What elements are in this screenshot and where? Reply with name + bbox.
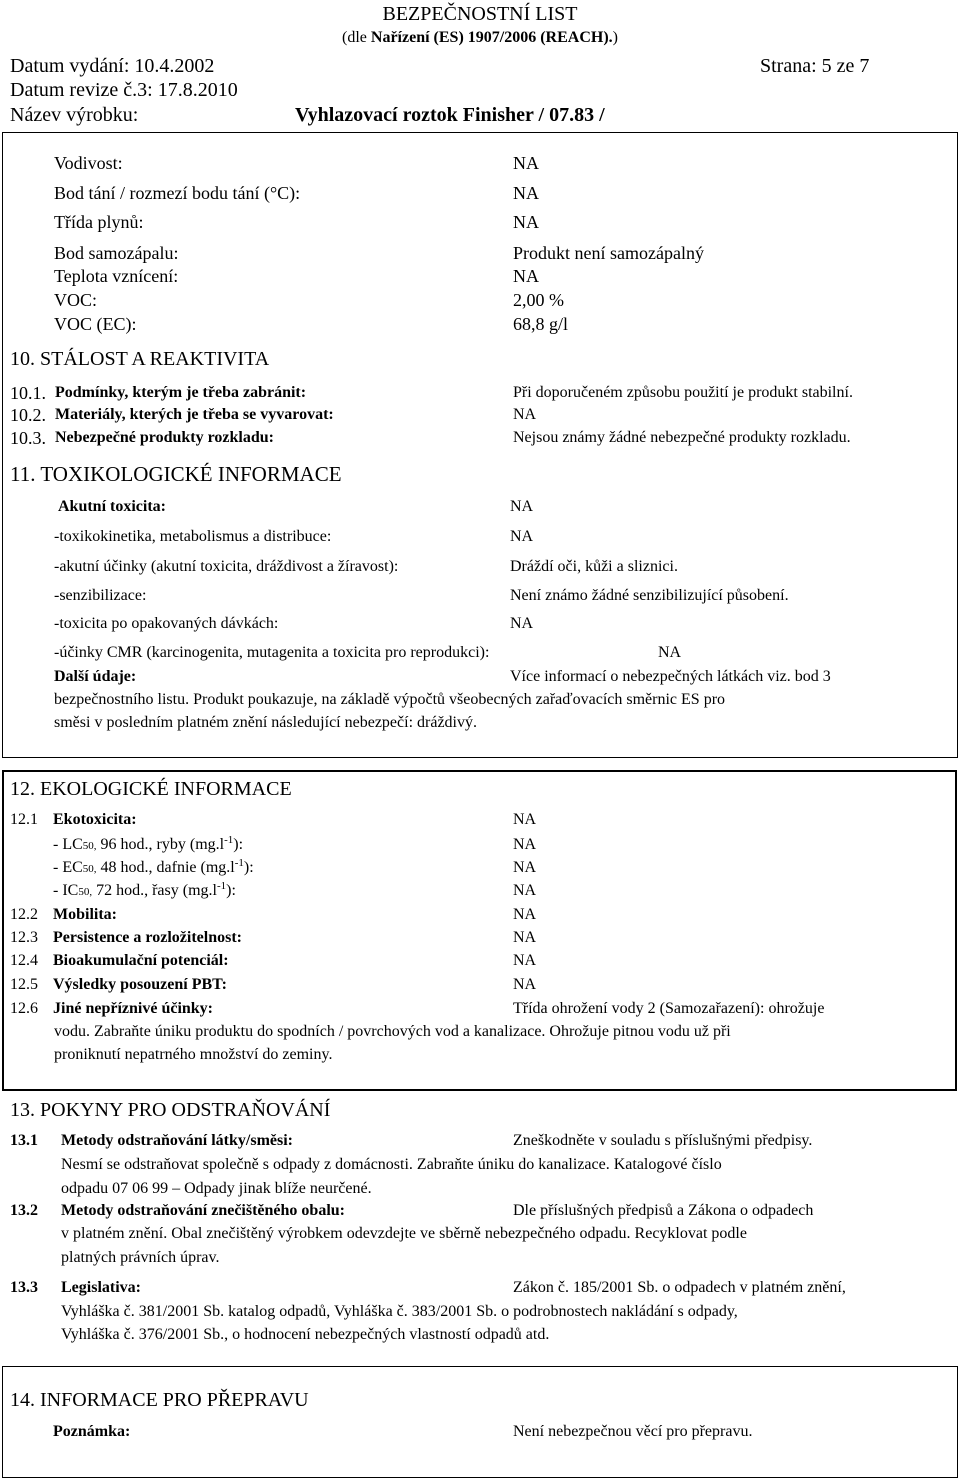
- s10-value: NA: [513, 406, 537, 423]
- section-box-14: [2, 1366, 958, 1478]
- further-info-value: Více informací o nebezpečných látkách viz. bod 3: [510, 668, 831, 685]
- acute-toxicity-value: NA: [510, 498, 534, 515]
- product-name: Vyhlazovací roztok Finisher / 07.83 /: [295, 104, 605, 126]
- s12-value: NA: [513, 952, 537, 969]
- prop-value: NA: [513, 183, 539, 203]
- s13-line: Vyhláška č. 376/2001 Sb., o hodnocení nebezpečných vlastností odpadů atd.: [61, 1326, 550, 1343]
- s13-value: Dle příslušných předpisů a Zákona o odpadech: [513, 1202, 814, 1219]
- s13-num: 13.2: [10, 1202, 38, 1219]
- prop-label: VOC (EC):: [54, 314, 137, 334]
- s13-num: 13.1: [10, 1132, 38, 1149]
- document-title: BEZPEČNOSTNÍ LIST: [382, 3, 578, 25]
- ecotoxicity-value: NA: [513, 811, 537, 828]
- s10-value: Při doporučeném způsobu použití je produkt stabilní.: [513, 384, 853, 401]
- section-14-heading: 14. INFORMACE PRO PŘEPRAVU: [10, 1389, 309, 1411]
- s12-label: Persistence a rozložitelnost:: [53, 929, 242, 946]
- transport-note-value: Není nebezpečnou věcí pro přepravu.: [513, 1423, 753, 1440]
- prop-value: NA: [513, 153, 539, 173]
- s10-label: Podmínky, kterým je třeba zabránit:: [55, 384, 307, 401]
- s10-value: Nejsou známy žádné nebezpečné produkty rozkladu.: [513, 429, 851, 446]
- s10-num: 10.1.: [10, 383, 46, 403]
- further-info-line: směsi v posledním platném znění následující nebezpečí: dráždivý.: [54, 714, 477, 731]
- section-13-heading: 13. POKYNY PRO ODSTRAŇOVÁNÍ: [10, 1099, 331, 1121]
- s12-value: NA: [513, 906, 537, 923]
- further-info-line: bezpečnostního listu. Produkt poukazuje, na základě výpočtů všeobecných zařaďovacích směrnic ES pro: [54, 691, 726, 708]
- prop-value: 2,00 %: [513, 290, 564, 310]
- regulation-reference: (dle Nařízení (ES) 1907/2006 (REACH).): [342, 29, 618, 46]
- s13-num: 13.3: [10, 1279, 38, 1296]
- issue-date: Datum vydání: 10.4.2002: [10, 55, 215, 77]
- prop-label: Vodivost:: [54, 153, 123, 173]
- section-12-heading: 12. EKOLOGICKÉ INFORMACE: [10, 778, 292, 800]
- s13-value: Zneškodněte v souladu s příslušnými předpisy.: [513, 1132, 813, 1149]
- cmr-effects-value: NA: [658, 644, 682, 661]
- s10-num: 10.2.: [10, 405, 46, 425]
- prop-label: Bod tání / rozmezí bodu tání (°C):: [54, 183, 301, 203]
- adverse-effects-line: vodu. Zabraňte úniku produktu do spodních / povrchových vod a kanalizace. Ohrožuje pitnou vodu už při: [54, 1023, 731, 1040]
- lc50-value: NA: [513, 836, 537, 853]
- s13-line: odpadu 07 06 99 – Odpady jinak blíže neurčené.: [61, 1180, 372, 1197]
- cmr-effects-label: -účinky CMR (karcinogenita, mutagenita a toxicita pro reprodukci):: [54, 644, 490, 661]
- prop-label: Teplota vznícení:: [54, 266, 179, 286]
- toxicokinetics-label: -toxikokinetika, metabolismus a distribuce:: [54, 528, 332, 545]
- prop-label: Třída plynů:: [54, 212, 144, 232]
- acute-effects-label: -akutní účinky (akutní toxicita, dráždivost a žíravost):: [54, 558, 399, 575]
- lc50-label: - LC50, 96 hod., ryby $(mg.l^{-1})$:: [53, 834, 244, 853]
- s13-line: Nesmí se odstraňovat společně s odpady z domácnosti. Zabraňte úniku do kanalizace. Katalogové číslo: [61, 1156, 722, 1173]
- s13-line: Vyhláška č. 381/2001 Sb. katalog odpadů, Vyhláška č. 383/2001 Sb. o podrobnostech nakládání s odpady,: [61, 1303, 738, 1320]
- adverse-effects-value: Třída ohrožení vody 2 (Samozařazení): ohrožuje: [513, 1000, 825, 1017]
- adverse-effects-line: proniknutí nepatrného množství do zeminy.: [54, 1046, 333, 1063]
- prop-label: VOC:: [54, 290, 98, 310]
- adverse-effects-label: Jiné nepříznivé účinky:: [53, 1000, 214, 1017]
- s12-num: 12.5: [10, 976, 38, 993]
- s12-num: 12.2: [10, 906, 38, 923]
- eco-num: 12.1: [10, 811, 38, 828]
- prop-label: Bod samozápalu:: [54, 243, 179, 263]
- toxicokinetics-value: NA: [510, 528, 534, 545]
- further-info-label: Další údaje:: [54, 668, 137, 685]
- s12-value: NA: [513, 976, 537, 993]
- s13-label: Metody odstraňování znečištěného obalu:: [61, 1202, 345, 1219]
- ecotoxicity-label: Ekotoxicita:: [53, 811, 137, 828]
- prop-value: 68,8 g/l: [513, 314, 569, 334]
- revision-date: Datum revize č.3: 17.8.2010: [10, 79, 238, 101]
- page-number: Strana: 5 ze 7: [760, 55, 870, 77]
- ec50-label: - EC50, 48 hod., dafnie $(mg.l^{-1})$:: [53, 857, 254, 876]
- transport-note-label: Poznámka:: [53, 1423, 131, 1440]
- prop-value: NA: [513, 266, 539, 286]
- ic50-value: NA: [513, 882, 537, 899]
- ic50-label: - IC50, 72 hod., řasy $(mg.l^{-1})$:: [53, 880, 236, 899]
- s12-value: NA: [513, 929, 537, 946]
- s12-label: Výsledky posouzení PBT:: [53, 976, 227, 993]
- s13-label: Legislativa:: [61, 1279, 141, 1296]
- sensitization-label: -senzibilizace:: [54, 587, 147, 604]
- prop-value: NA: [513, 212, 539, 232]
- s10-label: Nebezpečné produkty rozkladu:: [55, 429, 274, 446]
- s13-value: Zákon č. 185/2001 Sb. o odpadech v platném znění,: [513, 1279, 846, 1296]
- product-label: Název výrobku:: [10, 104, 139, 126]
- section-11-heading: 11. TOXIKOLOGICKÉ INFORMACE: [10, 462, 342, 486]
- adverse-num: 12.6: [10, 1000, 38, 1017]
- s12-num: 12.4: [10, 952, 38, 969]
- repeated-dose-label: -toxicita po opakovaných dávkách:: [54, 615, 279, 632]
- s12-num: 12.3: [10, 929, 38, 946]
- acute-toxicity-label: Akutní toxicita:: [58, 498, 166, 515]
- prop-value: Produkt není samozápalný: [513, 243, 704, 263]
- s12-label: Bioakumulační potenciál:: [53, 952, 229, 969]
- s13-line: platných právních úprav.: [61, 1249, 220, 1266]
- s13-line: v platném znění. Obal znečištěný výrobkem odevzdejte ve sběrně nebezpečného odpadu. Recyklovat podle: [61, 1225, 747, 1242]
- acute-effects-value: Dráždí oči, kůži a sliznici.: [510, 558, 678, 575]
- s12-label: Mobilita:: [53, 906, 117, 923]
- repeated-dose-value: NA: [510, 615, 534, 632]
- s10-label: Materiály, kterých je třeba se vyvarovat:: [55, 406, 334, 423]
- section-10-heading: 10. STÁLOST A REAKTIVITA: [10, 348, 270, 370]
- sensitization-value: Není známo žádné senzibilizující působení.: [510, 587, 789, 604]
- s13-label: Metody odstraňování látky/směsi:: [61, 1132, 293, 1149]
- ec50-value: NA: [513, 859, 537, 876]
- s10-num: 10.3.: [10, 428, 46, 448]
